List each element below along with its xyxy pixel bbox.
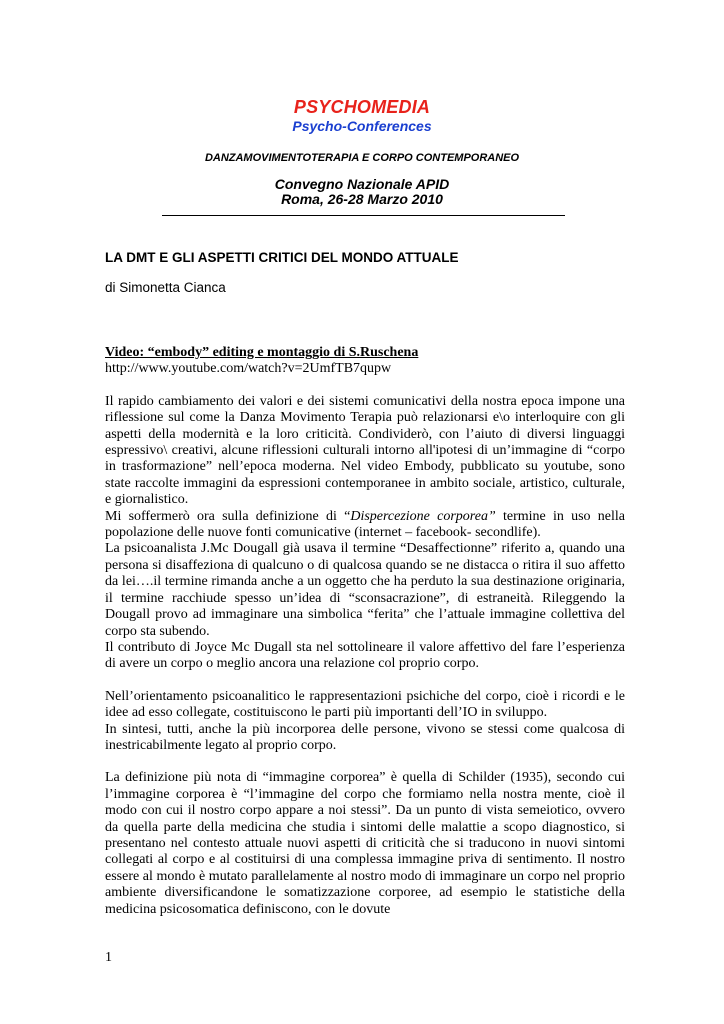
convention-location-date: Roma, 26-28 Marzo 2010: [281, 191, 443, 207]
paragraph: La psicoanalista J.Mc Dougall già usava il termine “Desaffectionne” riferito a, quando una persona si disaffeziona di qualcuno o di qualcosa quando se ne distacca o ritira il suo affetto da lei….il termine rimanda anche a un oggetto che ha perduto la sua destinazione originaria, il termine racchiude spesso un’idea di “sconsacrazione”, di estraneità. Rileggendo la Dougall provo ad immaginare una simbolica “ferita” che l’attuale immagine collettiva del corpo sta subendo.: [105, 541, 625, 639]
video-url[interactable]: http://www.youtube.com/watch?v=2UmfTB7qupw: [105, 361, 392, 377]
paragraph: Mi soffermerò ora sulla definizione di “Dispercezione corporea” termine in uso nella popolazione delle nuove fonti comunicative (internet – facebook- secondlife).: [105, 508, 625, 541]
header-divider: [162, 215, 565, 216]
video-label: Video: “embody” editing e montaggio di S.Ruschena: [105, 345, 419, 360]
article-body: [105, 345, 625, 918]
paragraph: Il contributo di Joyce Mc Dugall sta nel sottolineare il valore affettivo del fare l’esperienza di avere un corpo o meglio ancora una relazione col proprio corpo.: [105, 639, 625, 672]
paragraph: Nell’orientamento psicoanalitico le rappresentazioni psichiche del corpo, cioè i ricordi e le idee ad esso collegate, costituiscono le parti più importanti dell’IO in sviluppo.: [105, 688, 625, 721]
video-reference: [105, 345, 625, 361]
paragraph: Il rapido cambiamento dei valori e dei sistemi comunicativi della nostra epoca impone una riflessione sul come la Danza Movimento Terapia può relazionarsi e\o interloquire con gli aspetti della modernità e la loro criticità. Condividerò, con l’aiuto di diversi linguaggi espressivo\ creativi, alcune riflessioni culturali intorno all'ipotesi di un’immagine di “corpo in trasformazione” nell’epoca moderna. Nel video Embody, pubblicato su youtube, sono state raccolte immagini da espressioni contemporanee in ambito sociale, artistico, culturale, e giornalistico.: [105, 393, 625, 508]
header: [0, 96, 724, 207]
conference-title: DANZAMOVIMENTOTERAPIA E CORPO CONTEMPORANEO: [204, 152, 520, 164]
brand-title: PSYCHOMEDIA: [293, 97, 431, 117]
brand-subtitle: Psycho-Conferences: [292, 118, 432, 134]
paragraph: La definizione più nota di “immagine corporea” è quella di Schilder (1935), secondo cui l’immagine corporea è “l’immagine del corpo che formiamo nella nostra mente, cioè il modo con cui il nostro corpo appare a noi stessi”. Da un punto di vista semeiotico, ovvero da quella parte della medicina che studia i sintomi delle malattie a scopo diagnostico, si presentano nel contesto attuale nuovi aspetti di criticità che si traducono in nuovi sintomi collegati al corpo e al costituirsi di una complessa immagine priva di sentimento. Il nostro essere al mondo è mutato parallelamente al nostro modo di immaginare un corpo nel proprio ambiente diversificandone le somatizzazione corporee, ad esempio le statistiche della medicina psicosomatica definiscono, con le dovute: [105, 770, 625, 917]
article-title: LA DMT E GLI ASPETTI CRITICI DEL MONDO ATTUALE: [105, 250, 459, 265]
page-number: 1: [105, 950, 112, 965]
emphasis-term: Dispercezione corporea”: [350, 508, 496, 524]
paragraph: In sintesi, tutti, anche la più incorporea delle persone, vivono se stessi come qualcosa di inestricabilmente legato al proprio corpo.: [105, 721, 625, 753]
convention-name: Convegno Nazionale APID: [274, 176, 450, 192]
article-author: di Simonetta Cianca: [105, 280, 226, 295]
